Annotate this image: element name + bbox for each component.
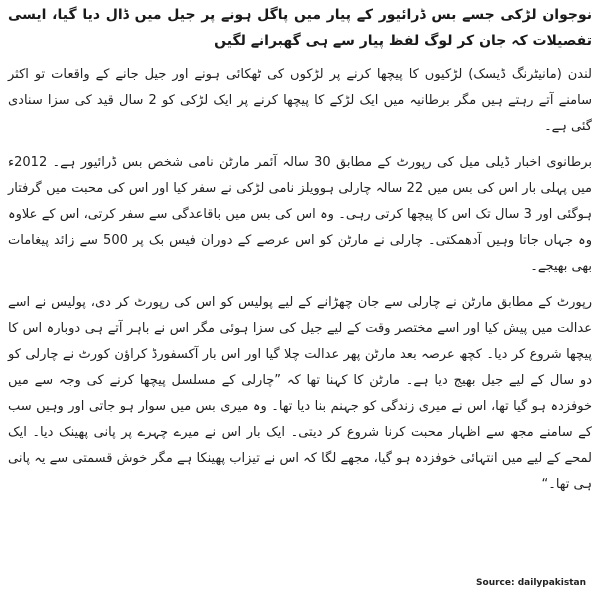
article bbox=[8, 0, 592, 508]
source-credit: Source: dailypakistan bbox=[476, 578, 586, 588]
article-headline: نوجوان لڑکی جسے بس ڈرائیور کے پیار میں پاگل ہونے پر جیل میں ڈال دیا گیا، ایسی تفصیلات کہ جان کر لوگ لفظ پیار سے ہی گھبرانے لگیں bbox=[8, 7, 592, 49]
article-paragraph: لندن (مانیٹرنگ ڈیسک) لڑکیوں کا پیچھا کرنے پر لڑکوں کی ٹھکائی ہونے اور جیل جانے کے واقعات تو اکثر سامنے آتے رہتے ہیں مگر برطانیہ میں ایک لڑکے کا پیچھا کرنے پر ایک لڑکی کو 2 سال قید کی سزا سنادی گئی ہے۔ bbox=[8, 67, 592, 134]
article-paragraph: رپورٹ کے مطابق مارٹن نے چارلی سے جان چھڑانے کے لیے پولیس کو اس کی رپورٹ کر دی، پولیس نے اسے عدالت میں پیش کیا اور اسے مختصر وقت کے لیے جیل کی سزا ہوئی مگر اس نے باہر آتے ہی دوبارہ اس کا پیچھا شروع کر دیا۔ کچھ عرصہ بعد مارٹن پھر عدالت چلا گیا اور اس بار آکسفورڈ کراؤن کورٹ نے چارلی کو دو سال کے لیے جیل بھیج دیا ہے۔ مارٹن کا کہنا تھا کہ ”چارلی کے مسلسل پیچھا کرنے کی وجہ سے میں خوفزدہ ہو گیا تھا، اس نے میری زندگی کو جہنم بنا دیا تھا۔ وہ میری بس میں سوار ہو جاتی اور وہیں سب کے سامنے مجھ سے اظہار محبت کرنا شروع کر دیتی۔ ایک بار اس نے میرے چہرے پر پانی پھینک دیا۔ ایک لمحے کے لیے میں انتہائی خوفزدہ ہو گیا، مجھے لگا کہ اس نے تیزاب پھینکا ہے مگر خوش قسمتی سے یہ پانی ہی تھا۔“ bbox=[8, 295, 592, 492]
article-paragraph: برطانوی اخبار ڈیلی میل کی رپورٹ کے مطابق 30 سالہ آئمر مارٹن نامی شخص بس ڈرائیور ہے۔ 2012ء میں پہلی بار اس کی بس میں 22 سالہ چارلی ہوویلز نامی لڑکی نے سفر کیا اور اس کی محبت میں گرفتار ہوگئی اور 3 سال تک اس کا پیچھا کرتی رہی۔ وہ اس کی بس میں باقاعدگی سے سفر کرتی، اس کے علاوہ وہ جہاں جاتا وہیں آدھمکتی۔ چارلی نے مارٹن کو اس عرصے کے دوران فیس بک پر 500 سے زائد پیغامات بھی بھیجے۔ bbox=[8, 155, 592, 274]
